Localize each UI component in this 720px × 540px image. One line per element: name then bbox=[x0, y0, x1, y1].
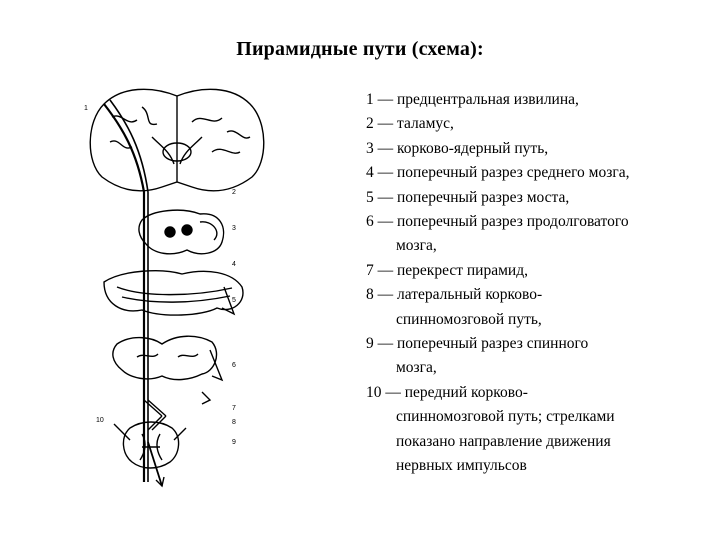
legend-item-continuation: спинномозговой путь, bbox=[396, 310, 542, 328]
legend-item bbox=[366, 161, 706, 185]
legend-item bbox=[366, 210, 706, 259]
legend-item bbox=[366, 137, 706, 161]
legend-item-continuation: мозга, bbox=[396, 359, 437, 377]
legend-item bbox=[366, 112, 706, 136]
legend-item-text: 6 — поперечный разрез продолговатого bbox=[366, 213, 629, 231]
legend-item-text: 10 — передний корково- bbox=[366, 383, 528, 401]
legend-item-continuation: показано направление движения bbox=[396, 432, 611, 450]
medulla-section bbox=[113, 336, 217, 379]
legend-item bbox=[366, 186, 706, 210]
legend-item-continuation: нервных импульсов bbox=[396, 457, 527, 475]
legend-item-text: 9 — поперечный разрез спинного bbox=[366, 335, 589, 353]
figure-marker: 7 bbox=[232, 405, 236, 412]
legend-item-text: 5 — поперечный разрез моста, bbox=[366, 188, 570, 206]
legend-item-text: 7 — перекрест пирамид, bbox=[366, 261, 528, 279]
legend-item bbox=[366, 88, 706, 112]
figure-marker: 3 bbox=[232, 225, 236, 232]
pyramidal-tracts-illustration bbox=[82, 82, 272, 492]
figure-marker: 6 bbox=[232, 362, 236, 369]
legend-item bbox=[366, 381, 706, 479]
spinal-cord-section bbox=[123, 422, 178, 468]
page-title: Пирамидные пути (схема): bbox=[236, 38, 484, 60]
figure-marker: 2 bbox=[232, 189, 236, 196]
legend-item-continuation: спинномозговой путь; стрелками bbox=[396, 408, 615, 426]
figure-marker: 5 bbox=[232, 297, 236, 304]
legend-item bbox=[366, 332, 706, 381]
legend-item-text: 2 — таламус, bbox=[366, 115, 454, 133]
midbrain-section bbox=[139, 210, 224, 254]
figure-marker: 4 bbox=[232, 261, 236, 268]
legend-item bbox=[366, 283, 706, 332]
legend-item-text: 8 — латеральный корково- bbox=[366, 286, 543, 304]
legend-list bbox=[366, 88, 706, 479]
figure-marker: 9 bbox=[232, 439, 236, 446]
legend-item-text: 3 — корково-ядерный путь, bbox=[366, 139, 549, 157]
figure-marker: 1 bbox=[84, 105, 88, 112]
legend-item-text: 1 — предцентральная извилина, bbox=[366, 91, 579, 108]
legend-item-continuation: мозга, bbox=[396, 237, 437, 255]
figure-marker: 8 bbox=[232, 419, 236, 426]
figure-marker: 10 bbox=[96, 417, 104, 424]
legend-item-text: 4 — поперечный разрез среднего мозга, bbox=[366, 164, 630, 182]
legend-item bbox=[366, 259, 706, 283]
